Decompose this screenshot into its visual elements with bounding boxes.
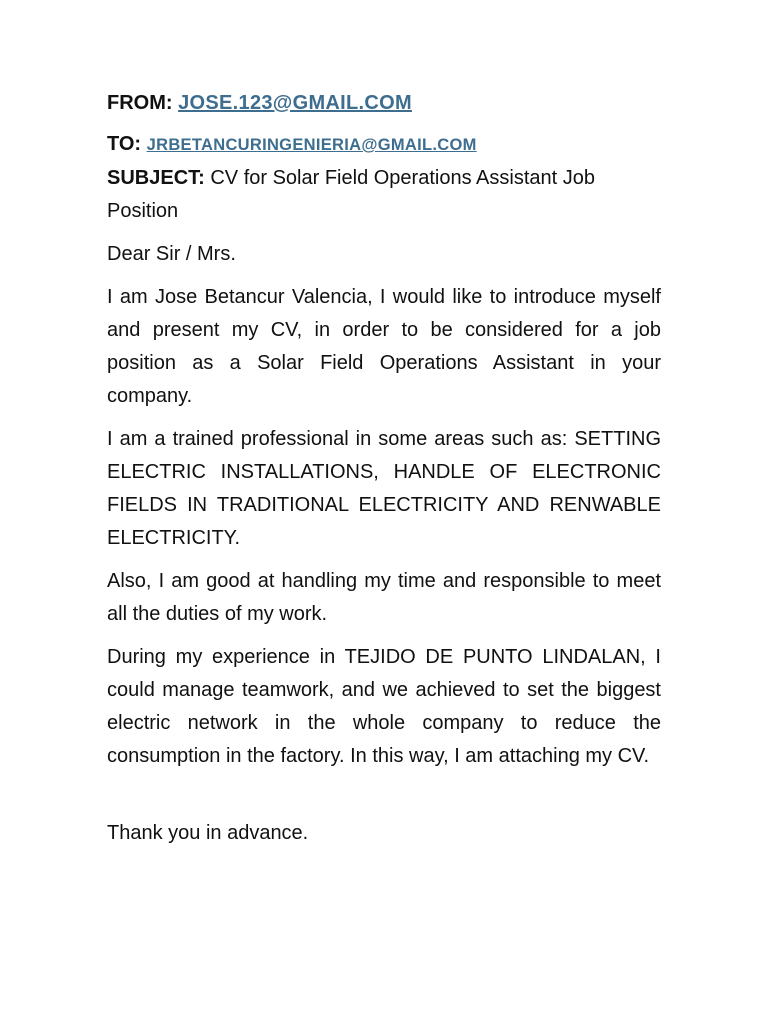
body-paragraph-experience: During my experience in TEJIDO DE PUNTO LINDALAN, I could manage teamwork, and we achieved to set the biggest electric network in the whole company to reduce the consumption in the factory. In this way, I am attaching my CV. xyxy=(107,646,661,767)
to-email-link[interactable]: JRBETANCURINGENIERIA@GMAIL.COM xyxy=(146,136,477,154)
body-paragraph-skills: I am a trained professional in some areas such as: SETTING ELECTRIC INSTALLATIONS, HANDLE OF ELECTRONIC FIELDS IN TRADITIONAL ELECTRICITY AND RENWABLE ELECTRICITY. xyxy=(107,428,661,549)
from-line xyxy=(107,88,661,118)
from-label: FROM: xyxy=(107,92,173,114)
body-paragraph-qualities: Also, I am good at handling my time and responsible to meet all the duties of my work. xyxy=(107,570,661,625)
subject-line xyxy=(107,162,661,228)
to-line xyxy=(107,129,661,160)
subject-text: CV for Solar Field Operations Assistant Job Position xyxy=(107,167,595,222)
greeting: Dear Sir / Mrs. xyxy=(107,243,236,265)
letter-page xyxy=(107,88,661,860)
to-label: TO: xyxy=(107,133,142,155)
body-paragraph-intro: I am Jose Betancur Valencia, I would like to introduce myself and present my CV, in order to be considered for a job position as a Solar Field Operations Assistant in your company. xyxy=(107,286,661,407)
closing: Thank you in advance. xyxy=(107,822,309,844)
subject-label: SUBJECT: xyxy=(107,167,205,189)
from-email-link[interactable]: JOSE.123@GMAIL.COM xyxy=(178,92,412,114)
